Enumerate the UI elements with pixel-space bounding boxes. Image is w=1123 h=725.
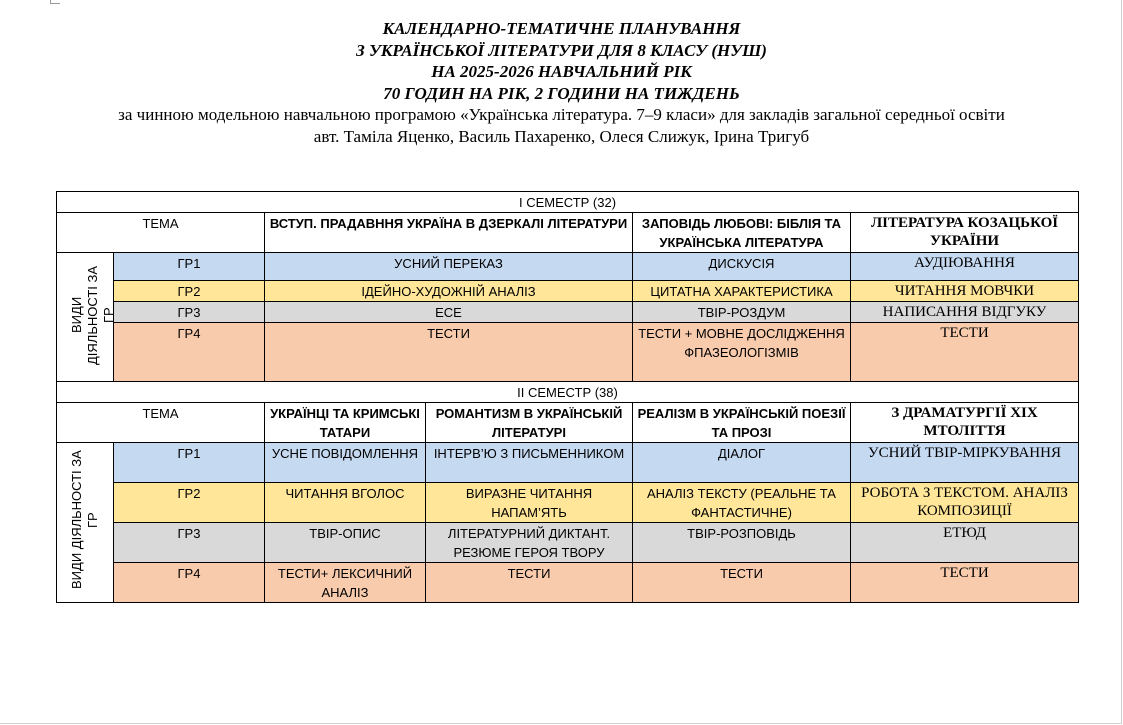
semester2-gr2-group: ГР2 — [114, 483, 265, 523]
semester1-gr4-cell-2: ТЕСТИ + МОВНЕ ДОСЛІДЖЕННЯ ФПАЗЕОЛОГІЗМІВ — [633, 323, 851, 382]
semester2-gr4-cell-1: ТЕСТИ+ ЛЕКСИЧНИЙ АНАЛІЗ — [265, 563, 426, 603]
semester1-topic-2: ЗАПОВІДЬ ЛЮБОВІ: БІБЛІЯ ТА УКРАЇНСЬКА ЛІТЕРАТУРА — [633, 213, 851, 253]
semester2-side-label-cell — [57, 443, 114, 603]
semester2-gr1-group: ГР1 — [114, 443, 265, 483]
semester1-side-label-cell — [57, 253, 114, 382]
semester1-gr1-cell-2: ДИСКУСІЯ — [633, 253, 851, 281]
semester1-theme-label: ТЕМА — [57, 213, 265, 253]
semester2-gr3-cell-4: ЕТЮД — [851, 523, 1079, 563]
semester2-gr4-cell-4: ТЕСТИ — [851, 563, 1079, 603]
semester1-gr3-group: ГР3 — [114, 302, 265, 323]
semester2-gr3-cell-1: ТВІР-ОПИС — [265, 523, 426, 563]
semester2-gr1-row — [57, 443, 1079, 483]
title-line-3: НА 2025-2026 НАВЧАЛЬНИЙ РІК — [431, 62, 692, 81]
semester2-gr2-cell-3: АНАЛІЗ ТЕКСТУ (РЕАЛЬНЕ ТА ФАНТАСТИЧНЕ) — [633, 483, 851, 523]
semester2-label: ІІ СЕМЕСТР (38) — [57, 382, 1079, 403]
title-line-1: КАЛЕНДАРНО-ТЕМАТИЧНЕ ПЛАНУВАННЯ — [382, 19, 741, 38]
semester2-topic-1: УКРАЇНЦІ ТА КРИМСЬКІ ТАТАРИ — [265, 403, 426, 443]
semester2-gr3-row — [57, 523, 1079, 563]
semester2-gr1-cell-4: УСНИЙ ТВІР-МІРКУВАННЯ — [851, 443, 1079, 483]
semester2-row — [57, 382, 1079, 403]
semester1-row — [57, 192, 1079, 213]
title-line-4: 70 ГОДИН НА РІК, 2 ГОДИНИ НА ТИЖДЕНЬ — [383, 83, 740, 103]
semester1-gr3-cell-3: НАПИСАННЯ ВІДГУКУ — [851, 302, 1079, 323]
semester1-side-label: ВИДИ ДІЯЛЬНОСТІ ЗА ГР — [69, 265, 116, 365]
semester2-gr1-cell-1: УСНЕ ПОВІДОМЛЕННЯ — [265, 443, 426, 483]
semester2-topic-4: З ДРАМАТУРГІЇ ХІХ МТОЛІТТЯ — [851, 403, 1079, 443]
semester1-gr4-cell-1: ТЕСТИ — [265, 323, 633, 382]
semester1-gr4-group: ГР4 — [114, 323, 265, 382]
semester2-gr4-group: ГР4 — [114, 563, 265, 603]
semester2-topic-3: РЕАЛІЗМ В УКРАЇНСЬКІЙ ПОЕЗІЇ ТА ПРОЗІ — [633, 403, 851, 443]
semester2-gr2-cell-2: ВИРАЗНЕ ЧИТАННЯ НАПАМ’ЯТЬ — [426, 483, 633, 523]
semester2-side-label: ВИДИ ДІЯЛЬНОСТІ ЗА ГР — [69, 450, 100, 590]
semester1-gr4-row — [57, 323, 1079, 382]
semester1-topics-row — [57, 213, 1079, 253]
semester2-gr2-cell-4: РОБОТА З ТЕКСТОМ. АНАЛІЗ КОМПОЗИЦІЇ — [851, 483, 1079, 523]
semester2-gr3-cell-2: ЛІТЕРАТУРНИЙ ДИКТАНТ. РЕЗЮМЕ ГЕРОЯ ТВОРУ — [426, 523, 633, 563]
subtitle-line-2: авт. Таміла Яценко, Василь Пахаренко, Олеся Слижук, Ірина Тригуб — [313, 126, 810, 146]
semester1-label: І СЕМЕСТР (32) — [57, 192, 1079, 213]
subtitle-line-1: за чинною модельною навчальною програмою «Українська література. 7–9 класи» для закладів загальної середньої освіти — [118, 105, 1005, 124]
semester1-gr3-cell-2: ТВІР-РОЗДУМ — [633, 302, 851, 323]
semester1-gr2-cell-3: ЧИТАННЯ МОВЧКИ — [851, 281, 1079, 302]
semester2-gr1-cell-3: ДІАЛОГ — [633, 443, 851, 483]
title-line-2: З УКРАЇНСЬКОЇ ЛІТЕРАТУРИ ДЛЯ 8 КЛАСУ (НУШ) — [356, 40, 767, 60]
semester1-gr2-group: ГР2 — [114, 281, 265, 302]
semester1-gr4-cell-3: ТЕСТИ — [851, 323, 1079, 382]
semester2-gr2-cell-1: ЧИТАННЯ ВГОЛОС — [265, 483, 426, 523]
semester2-gr3-group: ГР3 — [114, 523, 265, 563]
semester1-gr1-cell-1: УСНИЙ ПЕРЕКАЗ — [265, 253, 633, 281]
semester1-gr2-cell-2: ЦИТАТНА ХАРАКТЕРИСТИКА — [633, 281, 851, 302]
semester2-topic-2: РОМАНТИЗМ В УКРАЇНСЬКІЙ ЛІТЕРАТУРІ — [426, 403, 633, 443]
semester1-gr3-cell-1: ЕСЕ — [265, 302, 633, 323]
semester1-gr1-group: ГР1 — [114, 253, 265, 281]
semester1-gr1-cell-3: АУДІЮВАННЯ — [851, 253, 1079, 281]
semester2-gr4-cell-3: ТЕСТИ — [633, 563, 851, 603]
semester1-gr2-cell-1: ІДЕЙНО-ХУДОЖНІЙ АНАЛІЗ — [265, 281, 633, 302]
semester2-gr4-row — [57, 563, 1079, 603]
semester2-gr4-cell-2: ТЕСТИ — [426, 563, 633, 603]
document-header — [0, 18, 1123, 147]
semester1-topic-3: ЛІТЕРАТУРА КОЗАЦЬКОЇ УКРАЇНИ — [851, 213, 1079, 253]
planning-table — [56, 191, 1079, 603]
semester2-gr3-cell-3: ТВІР-РОЗПОВІДЬ — [633, 523, 851, 563]
semester1-gr2-row — [57, 281, 1079, 302]
semester2-gr2-row — [57, 483, 1079, 523]
semester2-gr1-cell-2: ІНТЕРВ’Ю З ПИСЬМЕННИКОМ — [426, 443, 633, 483]
semester1-gr1-row — [57, 253, 1079, 281]
semester1-gr3-row — [57, 302, 1079, 323]
semester1-topic-1: ВСТУП. ПРАДАВННЯ УКРАЇНА В ДЗЕРКАЛІ ЛІТЕРАТУРИ — [265, 213, 633, 253]
margin-corner-mark — [50, 0, 60, 4]
semester2-theme-label: ТЕМА — [57, 403, 265, 443]
semester2-topics-row — [57, 403, 1079, 443]
